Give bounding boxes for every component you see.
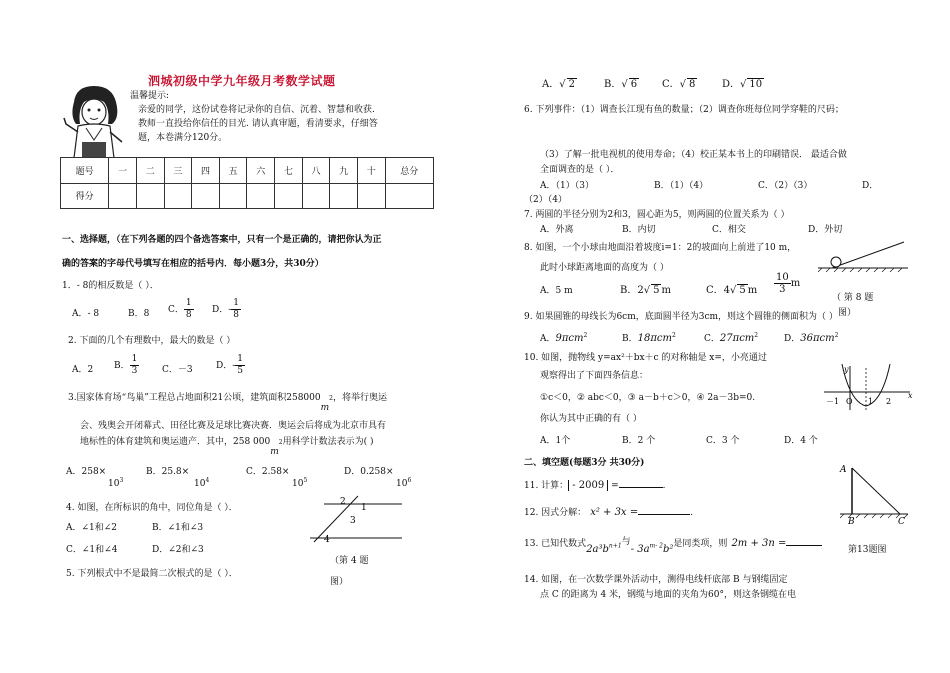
q2-option-d[interactable]: D．- $\frac{1}{5}$	[216, 354, 243, 376]
q13-figure-pole	[836, 462, 912, 524]
score-header-cell: 四	[192, 158, 220, 184]
q13-caption: 第13题图	[848, 545, 887, 555]
q13-label-c: C	[898, 517, 905, 524]
question-13: 13. 已知代数式$2a^3b^{n+1}$与- $3a^{m- 2}b^2$是同类项，则 2m + 3n =	[524, 536, 822, 549]
q4-label-3: 3	[350, 516, 356, 526]
q7-option-b[interactable]: B．内切	[622, 225, 656, 235]
question-6-line2: （3）了解一批电视机的使用寿命；（4）校正某本书上的印刷错误． 最适合做	[540, 150, 847, 160]
q10-label-2: 2	[886, 397, 892, 406]
q8-option-b[interactable]: B．2√ 5 m	[620, 285, 671, 296]
q1-option-b[interactable]: B．8	[128, 309, 150, 319]
q7-option-c[interactable]: C．相交	[712, 225, 746, 235]
question-10-line3: ①c＜0，② abc＜0，③ a－b＋c＞0，④ 2a－3b=0.	[540, 393, 756, 403]
score-cell[interactable]	[330, 183, 358, 209]
question-12: 12. 因式分解： x² + 3x = .	[524, 507, 694, 518]
score-cell[interactable]	[109, 183, 137, 209]
score-cell[interactable]	[219, 183, 247, 209]
q1-neg8: - 8	[76, 281, 89, 291]
question-3-line1: 3.国家体育场“鸟巢”工程总占地面积21公顷，建筑面积$258000m^2$，将举行奥运	[68, 393, 387, 413]
q1-stem: 的相反数是（ ）．	[88, 281, 159, 291]
question-8-line1: 8. 如图，一个小球由地面沿着坡度i=1：2的坡面向上前进了10 m，	[524, 243, 797, 253]
score-header-cell: 十	[357, 158, 385, 184]
q10-label-neg1: －1	[826, 397, 840, 406]
tip-line-3: 题，本卷满分120分。	[138, 133, 228, 143]
score-cell[interactable]	[275, 183, 303, 209]
q4-option-a[interactable]: A．∠1和∠2	[66, 523, 118, 533]
section1-heading-line1: 一、选择题，（在下列各题的四个备选答案中，只有一个是正确的，请把你认为正	[62, 235, 382, 245]
tip-heading: 温馨提示:	[130, 91, 170, 101]
q10-label-1: 1	[868, 397, 874, 406]
q8-option-c[interactable]: C．4√ 5 m	[706, 285, 758, 296]
q5-option-b[interactable]: B．√ 6	[604, 79, 638, 90]
question-6-line1: 6. 下列事件：（1）调查长江现有鱼的数量；（2）调查你班每位同学穿鞋的尺码；	[524, 105, 844, 115]
q4-option-d[interactable]: D．∠2和∠3	[152, 545, 204, 555]
q8-figure-slope	[812, 238, 912, 274]
question-2: 2. 下面的几个有理数中，最大的数是（ ）	[68, 336, 236, 346]
section2-heading: 二、填空题(每题3分 共30分)	[524, 458, 645, 468]
q4-label-2: 2	[340, 497, 346, 507]
q1-option-a[interactable]: A．- 8	[72, 309, 100, 319]
q2-option-a[interactable]: A．2	[72, 365, 94, 375]
question-10-line2: 观察得出了下面四条信息：	[540, 371, 649, 381]
question-7: 7. 两圆的半径分别为2和3，圆心距为5，则两圆的位置关系为（ ）	[524, 210, 790, 220]
q9-option-a[interactable]: A．9πcm$^2$	[540, 332, 588, 344]
question-6-line3: 全面调查的是（ ）．	[540, 165, 620, 175]
q6-option-c[interactable]: C．（2）（3）	[758, 181, 813, 191]
q1-option-d[interactable]: D．- $\frac{1}{8}$	[212, 298, 239, 320]
question-9: 9. 如果圆锥的母线长为6cm，底面圆半径为3cm，则这个圆锥的侧面积为（ ）	[524, 312, 838, 322]
score-header-cell: 五	[219, 158, 247, 184]
q4-label-1: 1	[361, 503, 367, 513]
cartoon-girl-illustration	[60, 84, 130, 158]
score-cell[interactable]	[385, 183, 433, 209]
question-3-line3: 地标性的体育建筑和奥运遗产．其中，258 $000m^2$用科学计数法表示为( )	[80, 437, 374, 457]
q7-option-d[interactable]: D．外切	[808, 225, 843, 235]
q9-option-b[interactable]: B．18πcm$^2$	[622, 332, 676, 344]
score-row-label: 得分	[61, 183, 109, 209]
q10-axis-x: x	[908, 391, 913, 400]
score-header-cell: 三	[164, 158, 192, 184]
q13-label-a: A	[840, 465, 847, 475]
q6-option-d[interactable]: D．	[862, 181, 879, 191]
q10-axis-y: y	[844, 365, 849, 374]
q5-option-a[interactable]: A．√ 2	[542, 79, 575, 90]
q4-option-b[interactable]: B．∠1和∠3	[152, 523, 204, 533]
score-header-cell: 七	[275, 158, 303, 184]
question-10-line4: 你认为其中正确的有（ ）	[540, 414, 642, 424]
score-cell[interactable]	[357, 183, 385, 209]
q10-parabola-figure	[820, 362, 916, 412]
score-value-row	[61, 183, 434, 209]
score-cell[interactable]	[136, 183, 164, 209]
question-8-line2: 此时小球距离地面的高度为（ ）	[540, 263, 669, 273]
question-14-line2: 点 C 的距离为 4 米，钢缆与地面的夹角为60°，则这条钢缆在电	[540, 590, 797, 600]
q6-option-b[interactable]: B．（1）（4）	[654, 181, 709, 191]
question-4: 4. 如图，在所标识的角中，同位角是（ ）．	[66, 503, 238, 513]
score-header-cell: 六	[247, 158, 275, 184]
score-cell[interactable]	[247, 183, 275, 209]
score-header-row	[61, 158, 434, 184]
q9-option-c[interactable]: C．27πcm$^2$	[704, 332, 759, 344]
question-3-line2: 会、残奥会开闭幕式、田径比赛及足球比赛决赛．奥运会后将成为北京市具有	[80, 421, 387, 431]
q5-option-d[interactable]: D．√ 10	[722, 79, 763, 90]
q9-option-d[interactable]: D．36πcm$^2$	[784, 332, 839, 344]
question-1: 1．- 8的相反数是（ ）．	[62, 281, 159, 291]
q8-option-a[interactable]: A．5 m	[540, 286, 573, 296]
question-10-line1: 10. 如图，抛物线 y=ax²＋bx＋c 的对称轴是 x=，小亮通过	[524, 353, 767, 363]
page-title: 泗城初级中学九年级月考数学试题	[148, 74, 336, 88]
q8-caption-line1: （ 第 8 题	[832, 293, 874, 303]
q7-option-a[interactable]: A．外离	[540, 225, 574, 235]
q10-option-a[interactable]: A．1个	[540, 436, 571, 446]
q6-option-d-cont: （2）（4）	[524, 195, 567, 205]
q3-option-d[interactable]: D．0.258× $10^6$	[344, 467, 412, 489]
q10-label-o: O	[846, 397, 853, 406]
score-header-cell: 九	[330, 158, 358, 184]
question-11: 11. 计算： - 2009 = .	[524, 480, 666, 491]
q2-option-c[interactable]: C．－3	[162, 365, 193, 375]
q3-option-a[interactable]: A．258× $10^3$	[66, 467, 124, 489]
score-table	[60, 157, 434, 209]
q8-option-d[interactable]: $\frac{10}{3}$ m	[776, 272, 801, 295]
q3-option-c[interactable]: C．2.58× $10^5$	[246, 467, 308, 489]
q10-option-c[interactable]: C．3 个	[706, 436, 740, 446]
q5-option-c[interactable]: C．√ 8	[662, 79, 696, 90]
q1-option-c[interactable]: C． $\frac{1}{8}$	[168, 298, 192, 320]
question-14-line1: 14. 如图，在一次数学课外活动中，测得电线杆底部 B 与钢缆固定	[524, 575, 788, 585]
score-header-cell: 一	[109, 158, 137, 184]
score-header-cell: 八	[302, 158, 330, 184]
q4-option-c[interactable]: C．∠1和∠4	[66, 545, 118, 555]
q3-option-b[interactable]: B．25.8× $10^4$	[146, 467, 210, 489]
q4-label-4: 4	[324, 535, 330, 545]
score-header-cell: 总分	[385, 158, 433, 184]
question-5: 5. 下列根式中不是最简二次根式的是（ ）．	[66, 569, 238, 579]
q6-option-a[interactable]: A．（1）（3）	[540, 181, 594, 191]
score-cell[interactable]	[164, 183, 192, 209]
section1-heading-line2: 确的答案的字母代号填写在相应的括号内．每小题3分，共30分）	[62, 259, 324, 269]
q10-option-d[interactable]: D．4 个	[784, 436, 818, 446]
tip-line-2: 教师一直投给你信任的目光. 请认真审题，看清要求，仔细答	[138, 119, 378, 129]
score-header-cell: 题号	[61, 158, 109, 184]
q4-caption-line2: 图）	[330, 577, 349, 587]
q4-figure	[306, 494, 406, 546]
q4-caption-line1: （第 4 题	[330, 556, 369, 566]
score-header-cell: 二	[136, 158, 164, 184]
tip-line-1: 亲爱的同学，这份试卷将记录你的自信、沉着、智慧和收获.	[138, 105, 375, 115]
score-cell[interactable]	[192, 183, 220, 209]
q13-label-b: B	[848, 517, 855, 524]
q10-option-b[interactable]: B．2 个	[622, 436, 656, 446]
q2-option-b[interactable]: B． $\frac{1}{3}$	[114, 354, 138, 376]
q8-caption-line2: 图）	[838, 308, 857, 318]
score-cell[interactable]	[302, 183, 330, 209]
